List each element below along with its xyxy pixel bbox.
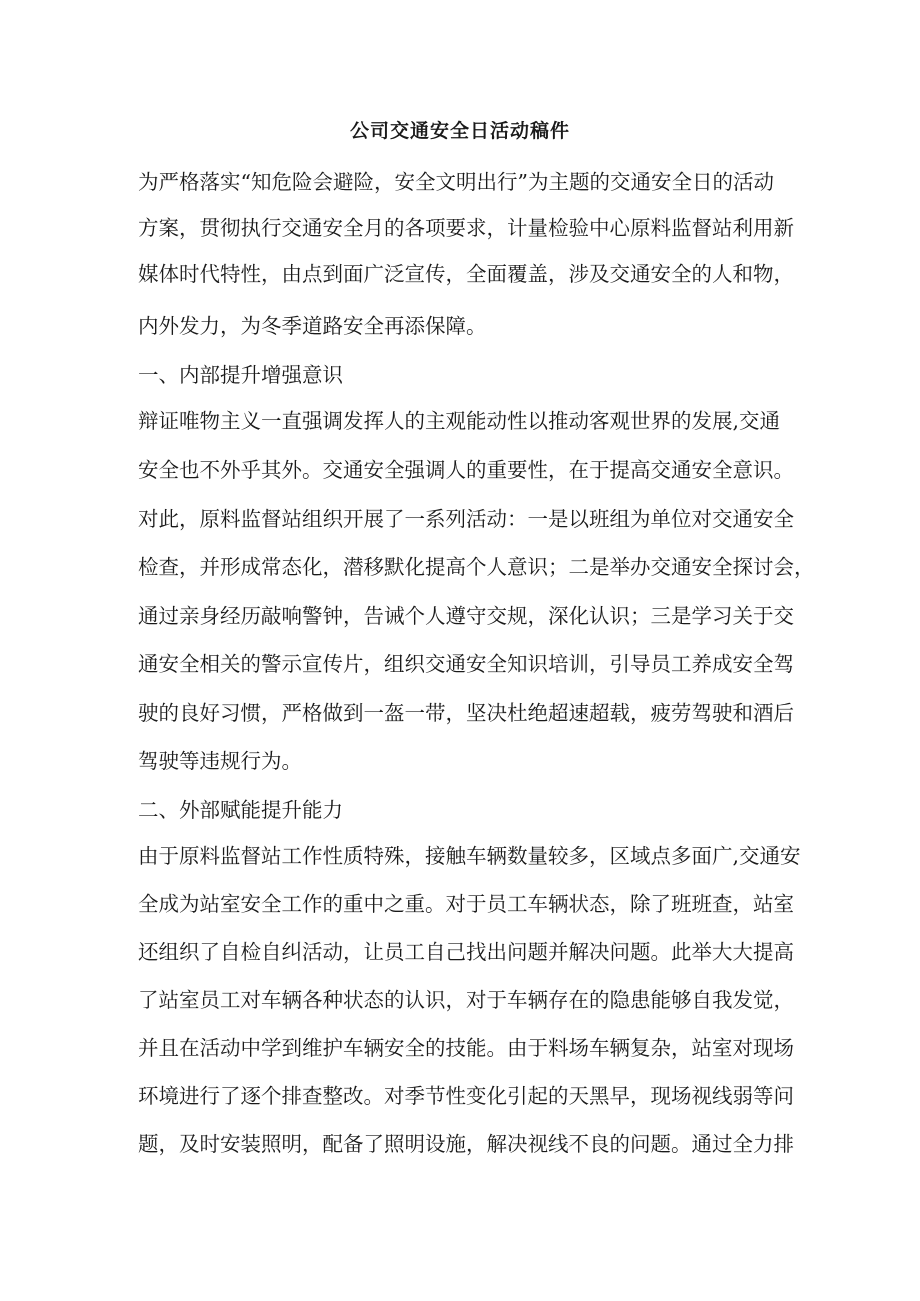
body-line: 由于原料监督站工作性质特殊，接触车辆数量较多，区域点多面广,交通安	[138, 844, 801, 868]
body-line: 对此，原料监督站组织开展了一系列活动：一是以班组为单位对交通安全	[138, 507, 794, 531]
body-line: 辩证唯物主义一直强调发挥人的主观能动性以推动客观世界的发展,交通	[138, 409, 781, 433]
body-line: 通安全相关的警示宣传片，组织交通安全知识培训，引导员工养成安全驾	[138, 652, 794, 676]
section-heading-2: 二、外部赋能提升能力	[138, 798, 343, 822]
section-heading-1: 一、内部提升增强意识	[138, 363, 343, 387]
body-line: 驶的良好习惯，严格做到一盔一带，坚决杜绝超速超载，疲劳驾驶和酒后	[138, 701, 794, 725]
body-line: 环境进行了逐个排查整改。对季节性变化引起的天黑早，现场视线弱等问	[138, 1084, 794, 1108]
body-line: 方案，贯彻执行交通安全月的各项要求，计量检验中心原料监督站利用新	[138, 216, 794, 240]
body-line: 内外发力，为冬季道路安全再添保障。	[138, 314, 487, 338]
body-line: 还组织了自检自纠活动，让员工自己找出问题并解决问题。此举大大提高	[138, 940, 794, 964]
body-line: 为严格落实“知危险会避险，安全文明出行”为主题的交通安全日的活动	[138, 170, 774, 194]
body-line: 题，及时安装照明，配备了照明设施，解决视线不良的问题。通过全力排	[138, 1132, 794, 1156]
body-line: 了站室员工对车辆各种状态的认识，对于车辆存在的隐患能够自我发觉，	[138, 988, 794, 1012]
body-line: 通过亲身经历敲响警钟，告诫个人遵守交规，深化认识；三是学习关于交	[138, 604, 794, 628]
body-line: 并且在活动中学到维护车辆安全的技能。由于料场车辆复杂，站室对现场	[138, 1036, 794, 1060]
body-line: 驾驶等违规行为。	[138, 749, 302, 773]
body-line: 安全也不外乎其外。交通安全强调人的重要性，在于提高交通安全意识。	[138, 458, 794, 482]
body-line: 全成为站室安全工作的重中之重。对于员工车辆状态，除了班班查，站室	[138, 892, 794, 916]
document-title: 公司交通安全日活动稿件	[349, 120, 570, 142]
body-line: 检查，并形成常态化，潜移默化提高个人意识；二是举办交通安全探讨会，	[138, 555, 815, 579]
body-line: 媒体时代特性，由点到面广泛宣传，全面覆盖，涉及交通安全的人和物，	[138, 262, 794, 286]
